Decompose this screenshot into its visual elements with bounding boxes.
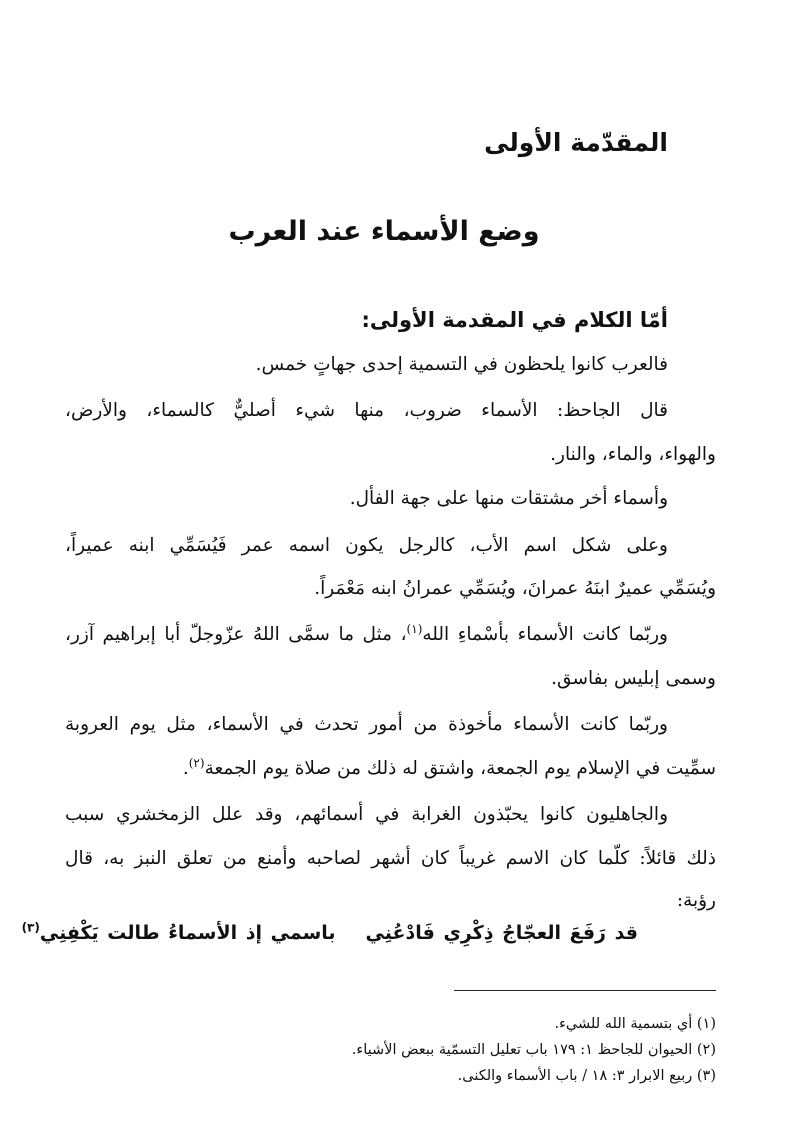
text-line — [65, 621, 668, 645]
verse-first-hemistich: قد رَفَعَ العجّاجُ ذِكْرِي فَادْعُنِي — [365, 922, 638, 944]
footnote-3: (٣) ربيع الابرار ٣: ١٨ / باب الأسماء والكنى. — [457, 1068, 716, 1084]
chapter-heading: المقدّمة الأولى — [484, 128, 668, 157]
text-line — [182, 755, 716, 779]
footnote-marker: (٢) — [188, 755, 205, 770]
text-line: رؤبة: — [676, 890, 716, 911]
text-line: وسمى إبليس بفاسق. — [551, 668, 716, 689]
footnote-2: (٢) الحيوان للجاحظ ١: ١٧٩ باب تعليل التسمّية ببعض الأشياء. — [351, 1042, 716, 1058]
text-line: ويُسَمِّي عميرٌ ابنَهُ عمرانَ، ويُسَمِّي عمرانُ ابنه مَعْمَراً. — [314, 578, 716, 599]
text-segment: سمِّيت في الإسلام يوم الجمعة، واشتق له ذلك من صلاة يوم الجمعة — [204, 758, 716, 779]
text-segment: وربّما كانت الأسماء بأسْماءِ الله — [422, 624, 668, 645]
text-line: والهواء، والماء، والنار. — [550, 444, 716, 465]
section-heading: أمّا الكلام في المقدمة الأولى: — [361, 308, 668, 332]
text-line: وربّما كانت الأسماء مأخوذة من أمور تحدث في الأسماء، مثل يوم العروبة — [65, 714, 668, 735]
text-segment: . — [182, 758, 189, 779]
footnote-divider — [454, 990, 716, 991]
text-line: قال الجاحظ: الأسماء ضروب، منها شيء أصليٌّ كالسماء، والأرض، — [65, 400, 668, 421]
footnote-marker: (٣) — [21, 920, 40, 935]
text-line: وعلى شكل اسم الأب، كالرجل يكون اسمه عمر فَيُسَمِّي ابنه عميراً، — [65, 535, 668, 556]
text-segment: ، مثل ما سمَّى اللهُ عزّوجلّ أبا إبراهيم آزر، — [65, 624, 407, 645]
text-line: وأسماء أخر مشتقات منها على جهة الفأل. — [349, 488, 668, 509]
text-line: فالعرب كانوا يلحظون في التسمية إحدى جهاتٍ خمس. — [255, 354, 668, 375]
verse-second-hemistich: باسمي إذ الأسماءُ طالت يَكْفِنِي — [39, 922, 336, 944]
footnote-1: (١) أي بتسمية الله للشيء. — [554, 1016, 716, 1032]
poetry-verse — [22, 922, 638, 944]
text-line: ذلك قائلاً: كلّما كان الاسم غريباً كان أشهر لصاحبه وأمنع من تعلق النبز به، قال — [65, 848, 716, 869]
footnote-marker: (١) — [406, 621, 423, 636]
text-line: والجاهليون كانوا يحبّذون الغرابة في أسمائهم، وقد علل الزمخشري سبب — [65, 804, 668, 825]
page-title: وضع الأسماء عند العرب — [228, 216, 540, 247]
